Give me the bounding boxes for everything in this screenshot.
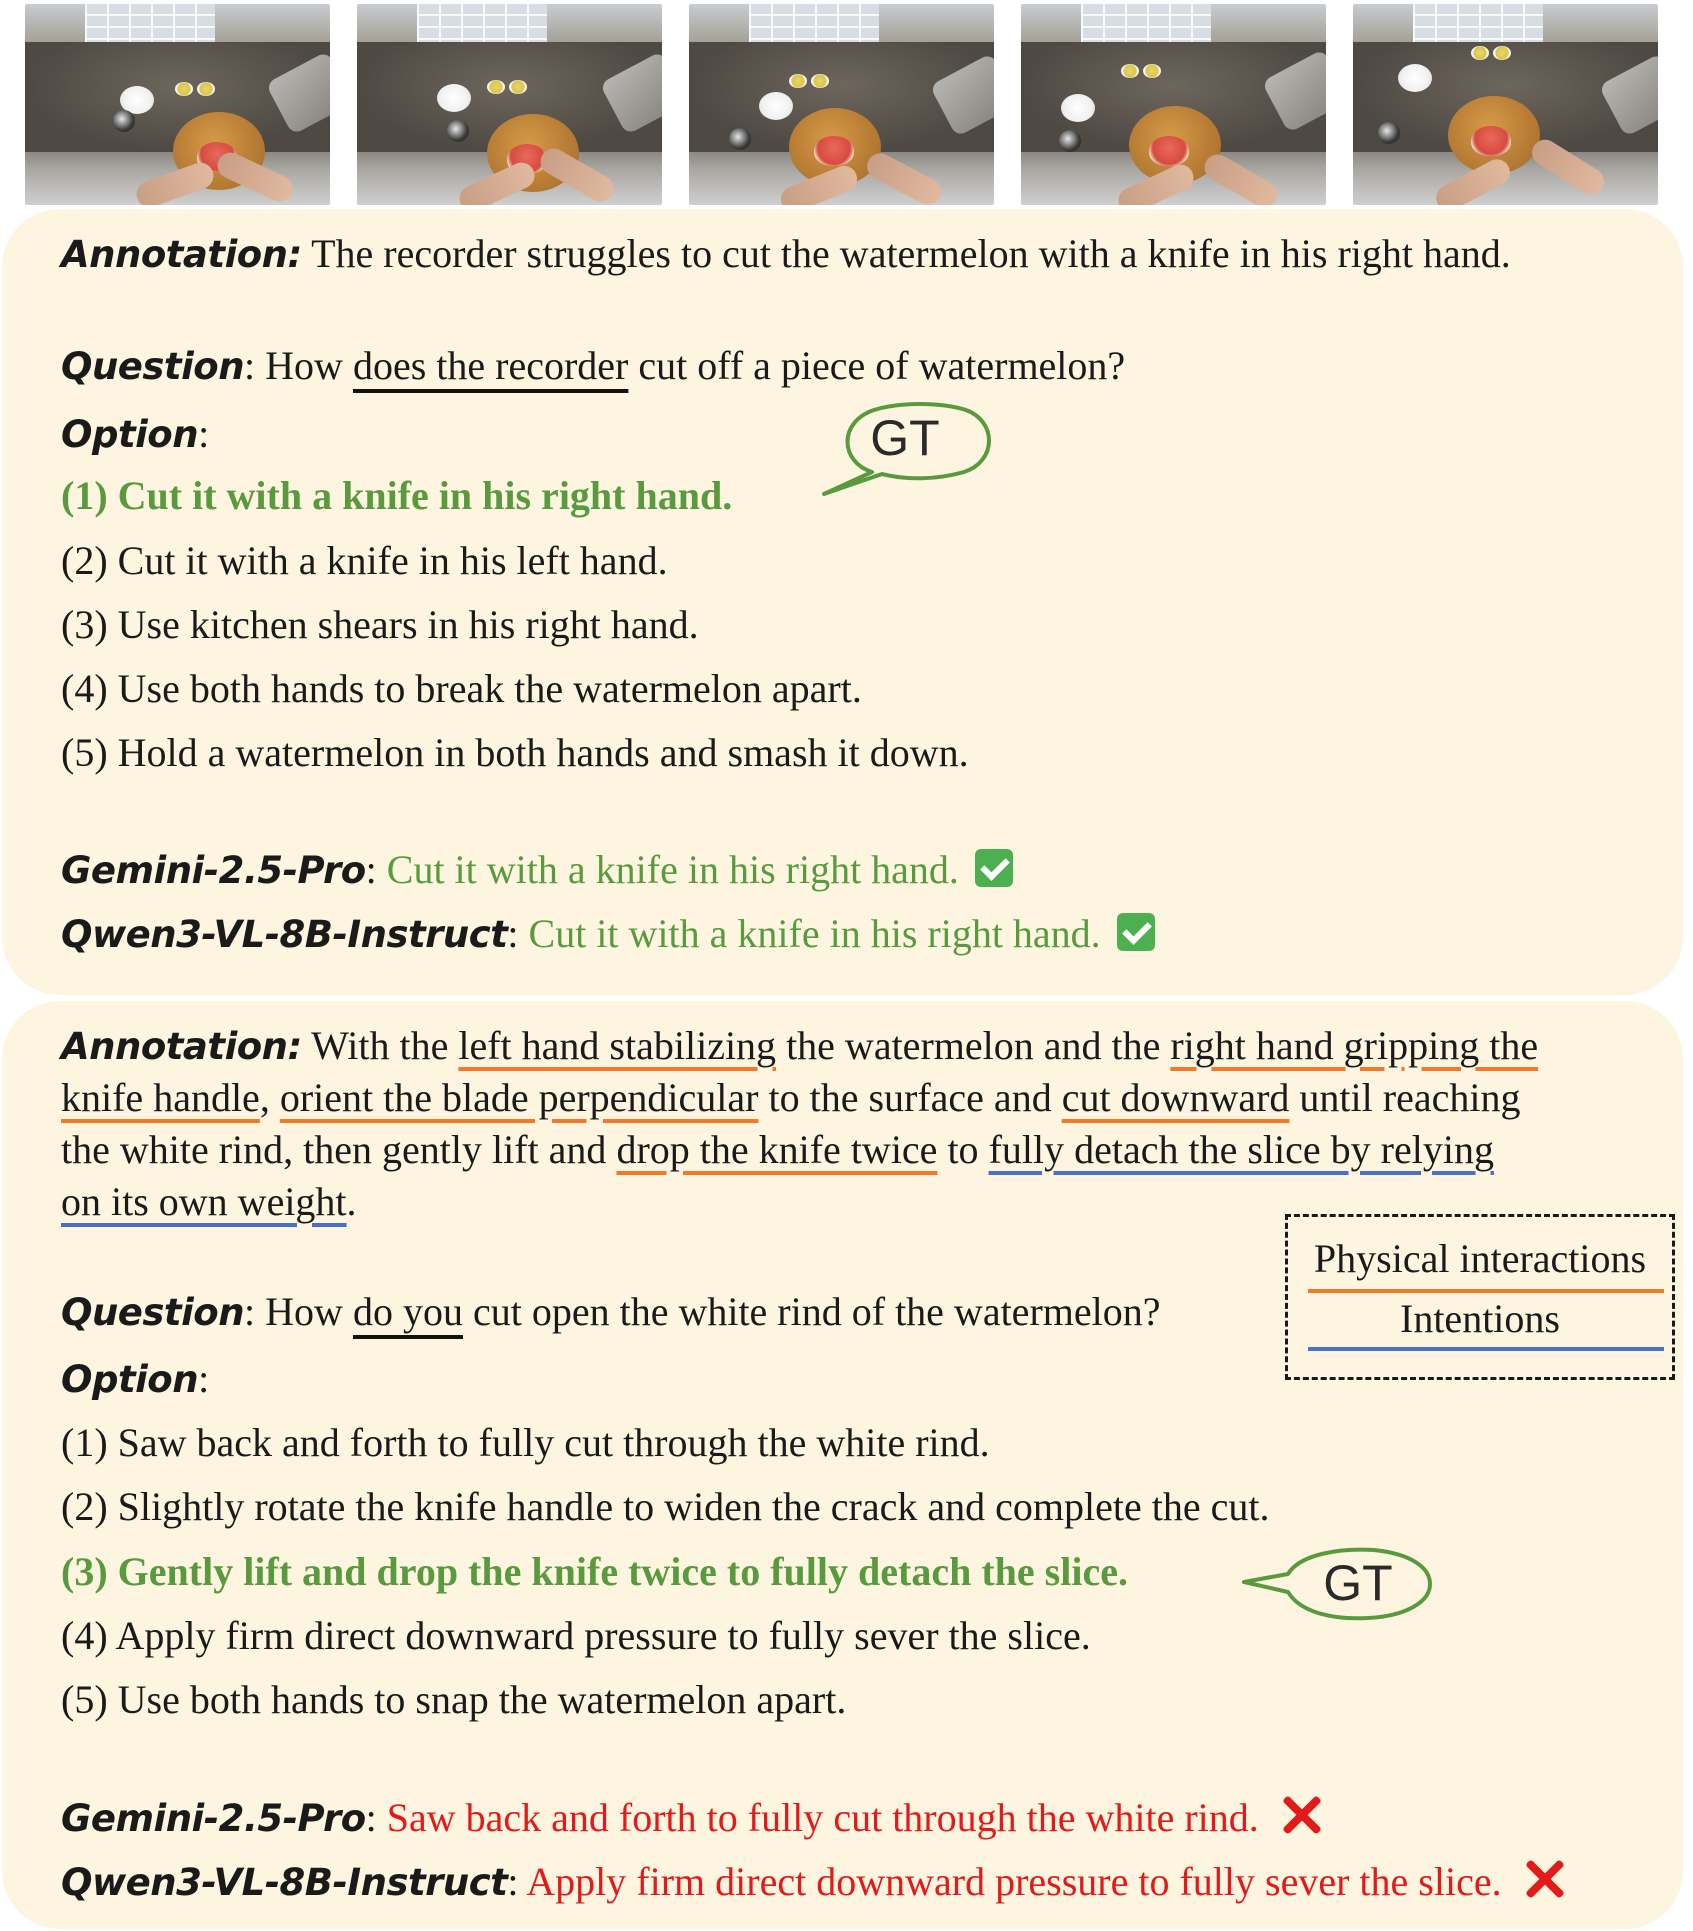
- video-frame-3: [689, 4, 994, 205]
- annotation-2-line-1: [61, 1022, 1538, 1071]
- physical-interaction-highlight: left hand stabilizing: [458, 1023, 777, 1068]
- physical-interaction-highlight: orient the blade perpendicular: [279, 1075, 759, 1120]
- annotation-2-line-2: [61, 1074, 1520, 1122]
- physical-interaction-highlight: drop the knife twice: [616, 1127, 938, 1172]
- question-highlight: do you: [352, 1289, 463, 1334]
- option-label: Option: [61, 413, 199, 456]
- option-1-4: (4) Use both hands to break the watermelon apart.: [61, 666, 862, 711]
- question-highlight: does the recorder: [352, 343, 629, 388]
- option-1-2: (2) Cut it with a knife in his left hand.: [61, 538, 668, 583]
- annotation-segment: .: [346, 1179, 357, 1224]
- model-answer-1-1: Gemini-2.5-Pro: Cut it with a knife in his right hand.: [61, 846, 1013, 895]
- cross-icon: [1279, 1793, 1323, 1837]
- physical-interaction-highlight: cut downward: [1061, 1075, 1290, 1120]
- model-answer: Saw back and forth to fully cut through the white rind.: [386, 1795, 1259, 1840]
- annotation-2-line-4: [61, 1178, 357, 1226]
- annotation-segment: to: [937, 1127, 989, 1172]
- model-answer: Cut it with a knife in his right hand.: [528, 911, 1101, 956]
- video-frame-2: [357, 4, 662, 205]
- gt-bubble-2: [1240, 1546, 1432, 1620]
- question-text-post: cut off a piece of watermelon?: [628, 343, 1126, 388]
- question-label: Question: [61, 345, 245, 388]
- question-text-post: cut open the white rind of the watermelon?: [462, 1289, 1161, 1334]
- annotation-segment: to the surface and: [758, 1075, 1062, 1120]
- option-2-1: (1) Saw back and forth to fully cut through the white rind.: [61, 1420, 990, 1465]
- intention-highlight: fully detach the slice by relying: [988, 1127, 1494, 1172]
- check-icon: [975, 849, 1013, 887]
- option-2-5: (5) Use both hands to snap the watermelon apart.: [61, 1677, 847, 1722]
- annotation-label: Annotation:: [61, 1025, 302, 1068]
- option-heading-1: Option:: [61, 411, 210, 456]
- annotation-segment: the watermelon and the: [776, 1023, 1171, 1068]
- model-answer-1-2: Qwen3-VL-8B-Instruct: Cut it with a knife in his right hand.: [61, 910, 1155, 959]
- option-label: Option: [61, 1358, 199, 1401]
- model-answer: Cut it with a knife in his right hand.: [386, 847, 959, 892]
- legend-physical-interactions: Physical interactions: [1313, 1236, 1647, 1281]
- model-name: Gemini-2.5-Pro: [61, 1797, 366, 1840]
- cross-icon: [1522, 1857, 1566, 1901]
- physical-interaction-highlight: right hand gripping the: [1170, 1023, 1539, 1068]
- model-name: Qwen3-VL-8B-Instruct: [61, 1861, 508, 1904]
- annotation-text: The recorder struggles to cut the watermelon with a knife in his right hand.: [311, 231, 1511, 276]
- model-answer: Apply firm direct downward pressure to fully sever the slice.: [526, 1859, 1502, 1904]
- model-answer-2-2: Qwen3-VL-8B-Instruct: Apply firm direct downward pressure to fully sever the slice.: [61, 1857, 1566, 1907]
- highlight-legend: [1285, 1214, 1675, 1380]
- gt-label: GT: [1323, 1555, 1393, 1611]
- question-1: Question: How does the recorder cut off a piece of watermelon?: [61, 343, 1126, 388]
- model-name: Gemini-2.5-Pro: [61, 849, 366, 892]
- legend-blue-line: [1308, 1347, 1664, 1351]
- option-2-2: (2) Slightly rotate the knife handle to widen the crack and complete the cut.: [61, 1484, 1270, 1529]
- annotation-1: [61, 230, 1511, 279]
- option-1-5: (5) Hold a watermelon in both hands and smash it down.: [61, 730, 969, 775]
- question-text-pre: How: [265, 343, 353, 388]
- annotation-segment: ,: [259, 1075, 280, 1120]
- annotation-segment: the white rind, then gently lift and: [61, 1127, 617, 1172]
- question-label: Question: [61, 1291, 245, 1334]
- option-2-4: (4) Apply firm direct downward pressure to fully sever the slice.: [61, 1613, 1091, 1658]
- option-1-1: (1) Cut it with a knife in his right hand.: [61, 473, 733, 518]
- annotation-2-line-3: [61, 1126, 1494, 1174]
- check-icon: [1117, 913, 1155, 951]
- legend-orange-line: [1308, 1289, 1664, 1293]
- question-2: Question: How do you cut open the white rind of the watermelon?: [61, 1289, 1161, 1334]
- option-2-3: (3) Gently lift and drop the knife twice to fully detach the slice.: [61, 1549, 1128, 1594]
- annotation-segment: until reaching: [1289, 1075, 1521, 1120]
- model-answer-2-1: Gemini-2.5-Pro: Saw back and forth to fully cut through the white rind.: [61, 1793, 1323, 1843]
- model-name: Qwen3-VL-8B-Instruct: [61, 913, 508, 956]
- legend-intentions: Intentions: [1400, 1296, 1560, 1341]
- video-frame-5: [1353, 4, 1658, 205]
- physical-interaction-highlight: knife handle: [61, 1075, 260, 1120]
- option-heading-2: Option:: [61, 1356, 210, 1401]
- option-1-3: (3) Use kitchen shears in his right hand.: [61, 602, 699, 647]
- intention-highlight: on its own weight: [61, 1179, 347, 1224]
- video-frame-4: [1021, 4, 1326, 205]
- annotation-segment: With the: [311, 1023, 459, 1068]
- annotation-label: Annotation:: [61, 233, 302, 276]
- video-frame-1: [25, 4, 330, 205]
- gt-bubble-1: [820, 400, 990, 496]
- question-text-pre: How: [265, 1289, 353, 1334]
- gt-label: GT: [870, 410, 940, 466]
